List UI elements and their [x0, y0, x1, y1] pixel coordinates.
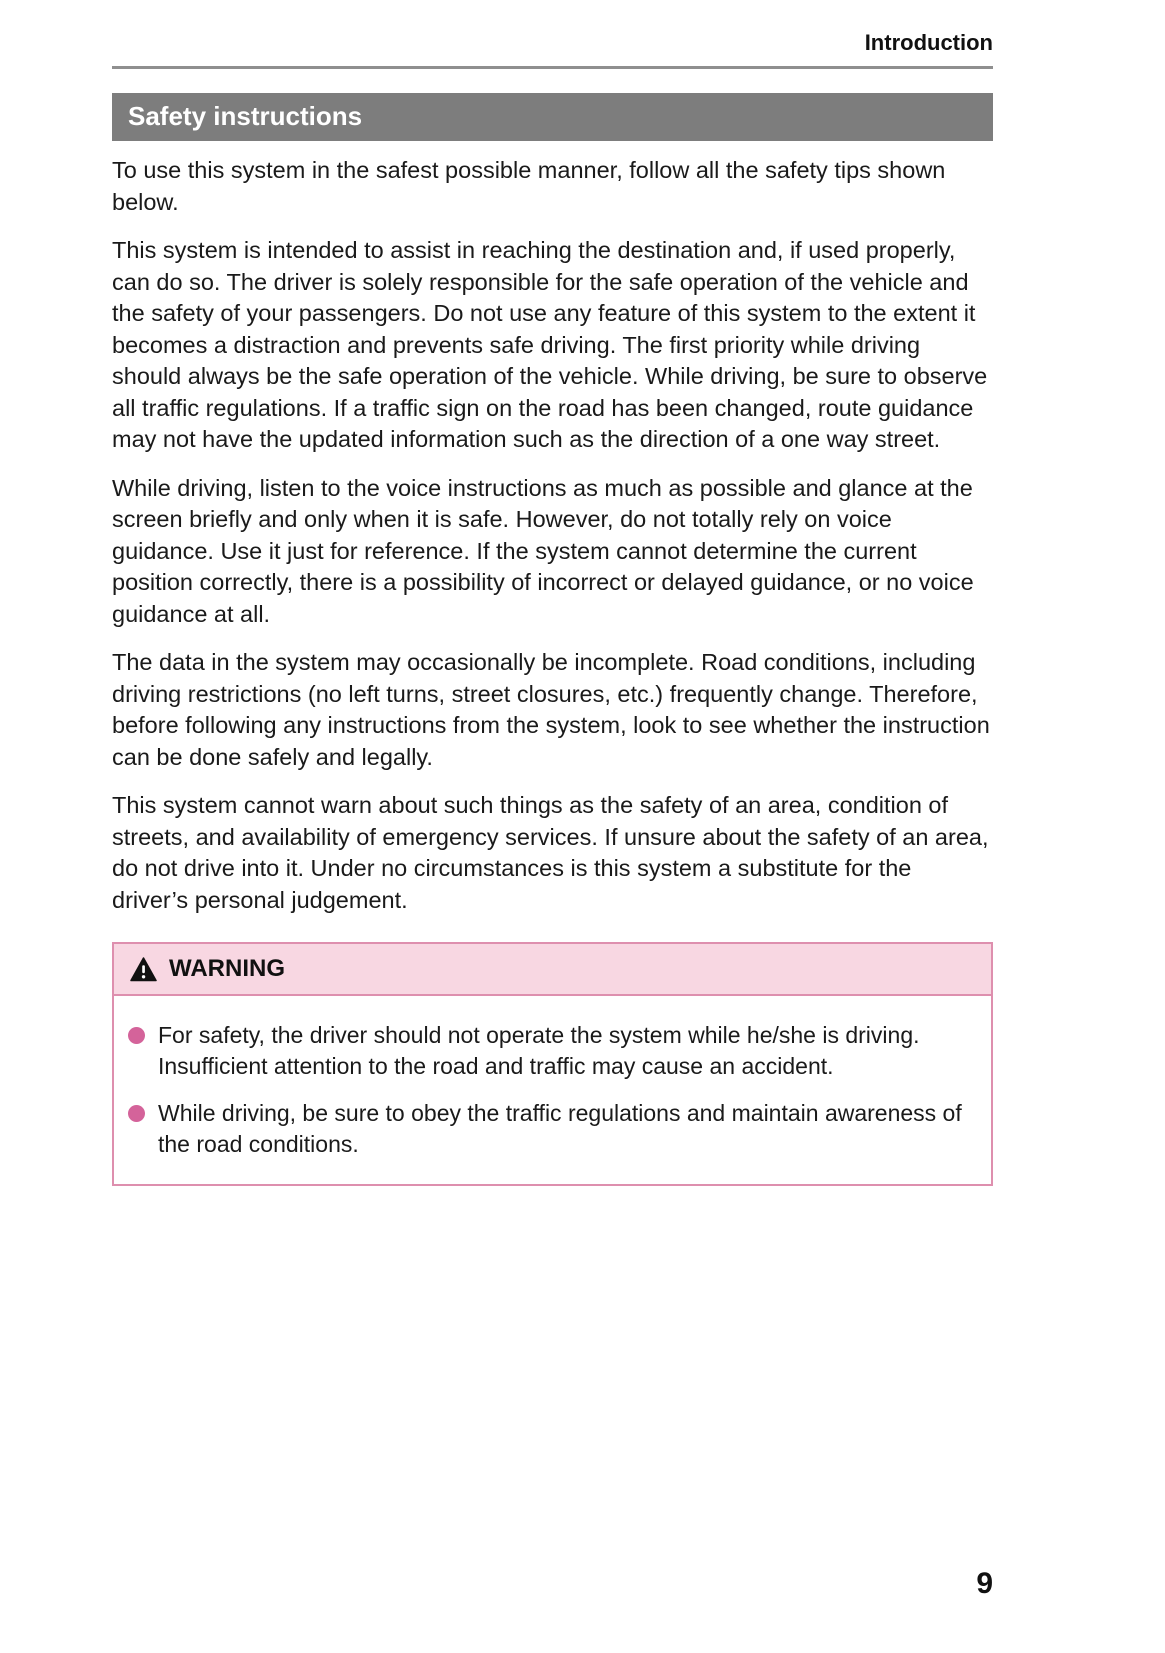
body-paragraph: To use this system in the safest possible manner, follow all the safety tips shown below.	[112, 157, 946, 215]
warning-triangle-icon	[130, 957, 157, 982]
chapter-header: Introduction	[864, 30, 993, 55]
section-title-bar: Safety instructions	[112, 93, 993, 141]
body-paragraph: While driving, listen to the voice instructions as much as possible and glance at the screen briefly and only when it is safe. However, do not totally rely on voice guidance. Use it just for reference. If the system cannot determine the current position correctly, there is a possibility of incorrect or delayed guidance, or no voice guidance at all.	[112, 474, 974, 627]
warning-item	[128, 1098, 973, 1160]
page-content	[112, 30, 993, 1186]
body-paragraph: This system is intended to assist in reaching the destination and, if used properly, can do so. The driver is solely responsible for the safe operation of the vehicle and the safety of your passengers. Do not use any feature of this system to the extent it becomes a distraction and prevents safe driving. The first priority while driving should always be the safe operation of the vehicle. While driving, be sure to observe all traffic regulations. If a traffic sign on the road has been changed, route guidance may not have the updated information such as the direction of a one way street.	[112, 237, 988, 452]
warning-title: WARNING	[169, 955, 285, 982]
warning-item	[128, 1020, 973, 1082]
warning-item-text: For safety, the driver should not operate the system while he/she is driving. Insufficient attention to the road and traffic may cause an accident.	[158, 1022, 920, 1079]
warning-box	[112, 942, 993, 1186]
warning-header	[114, 944, 991, 996]
warning-body	[114, 996, 991, 1184]
body-paragraph: This system cannot warn about such things as the safety of an area, condition of streets, and availability of emergency services. If unsure about the safety of an area, do not drive into it. Under no circumstances is this system a substitute for the driver’s personal judgement.	[112, 792, 989, 913]
bullet-icon	[128, 1105, 145, 1122]
warning-item-text: While driving, be sure to obey the traffic regulations and maintain awareness of the road conditions.	[158, 1100, 962, 1157]
body-paragraph: The data in the system may occasionally be incomplete. Road conditions, including driving restrictions (no left turns, street closures, etc.) frequently change. Therefore, before following any instructions from the system, look to see whether the instruction can be done safely and legally.	[112, 649, 990, 770]
page-number: 9	[976, 1567, 993, 1600]
bullet-icon	[128, 1027, 145, 1044]
header-divider	[112, 66, 993, 69]
